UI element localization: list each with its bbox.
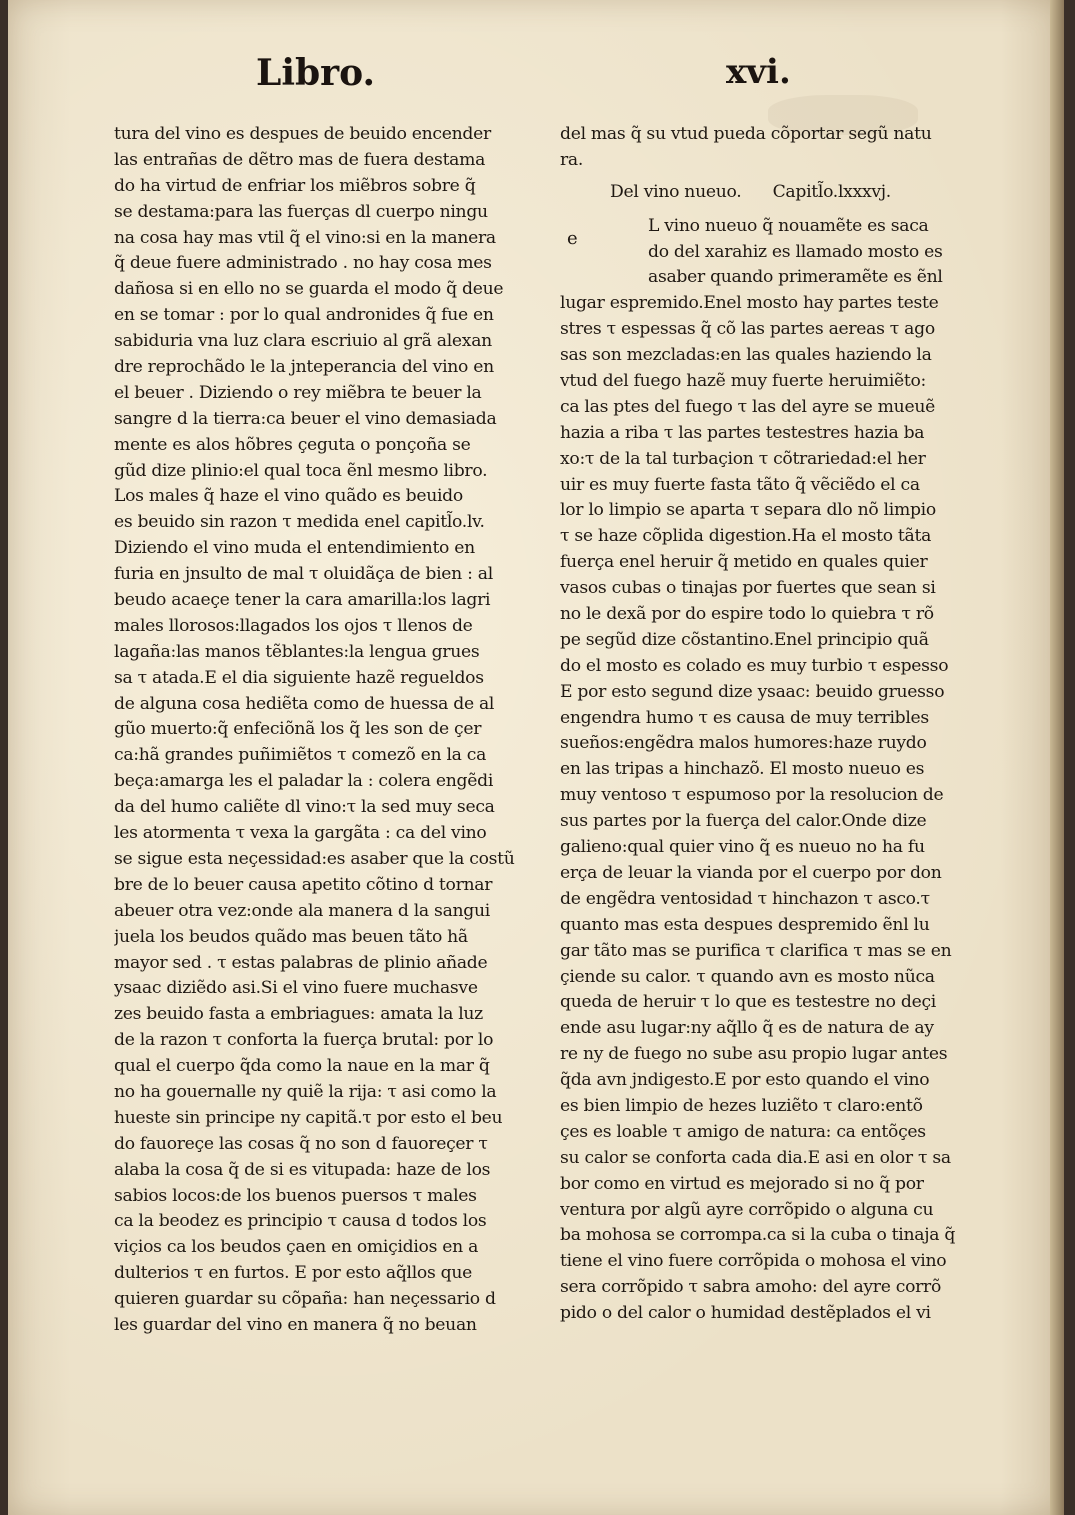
left-column — [114, 122, 534, 1391]
text-line — [114, 1365, 534, 1391]
text-line: E por esto segund dize ysaac: beuido gruesso — [560, 681, 945, 702]
text-line: L vino nueuo q̃ nouamẽte es saca — [648, 215, 929, 236]
text-line: sa τ atada.E el dia siguiente hazẽ regueldos — [114, 667, 484, 688]
text-line: tiene el vino fuere corrõpida o mohosa el vino — [560, 1251, 947, 1272]
text-line: beudo acaeçe tener la cara amarilla:los lagri — [114, 590, 491, 611]
text-line: se sigue esta neçessidad:es asaber que la costũ — [114, 848, 515, 869]
text-line: muy ventoso τ espumoso por la resolucion de — [560, 785, 944, 806]
text-line: bor como en virtud es mejorado si no q̃ por — [560, 1173, 924, 1194]
right-column — [560, 122, 972, 1379]
text-line — [114, 1339, 534, 1365]
text-line: gar tãto mas se purifica τ clarifica τ mas se en — [560, 940, 952, 961]
running-head-left: Libro. — [256, 52, 376, 94]
text-line: ende asu lugar:ny aq̃llo q̃ es de natura de ay — [560, 1018, 934, 1039]
text-line: en se tomar : por lo qual andronides q̃ fue en — [114, 305, 494, 326]
text-line: qual el cuerpo q̃da como la naue en la mar q̃ — [114, 1056, 490, 1077]
text-line: ysaac diziẽdo asi.Si el vino fuere muchasve — [114, 978, 478, 999]
text-line: sabios locos:de los buenos puersos τ males — [114, 1185, 477, 1206]
text-line: fuerça enel heruir q̃ metido en quales quier — [560, 552, 928, 573]
text-line: do ha virtud de enfriar los miẽbros sobre q̃ — [114, 175, 476, 196]
text-line — [560, 1353, 972, 1379]
text-line: dre reprochãdo le la jnteperancia del vino en — [114, 357, 494, 378]
text-line: es bien limpio de hezes luziẽto τ claro:entõ — [560, 1095, 923, 1116]
text-line: do fauoreçe las cosas q̃ no son d fauoreçer τ — [114, 1133, 488, 1154]
text-line: mayor sed . τ estas palabras de plinio añade — [114, 952, 488, 973]
text-line — [560, 1327, 972, 1353]
text-line: beça:amarga les el paladar la : colera engẽdi — [114, 771, 494, 792]
text-line: zes beuido fasta a embriagues: amata la luz — [114, 1004, 483, 1025]
text-line: erça de leuar la vianda por el cuerpo por don — [560, 862, 942, 883]
initial-guide-letter: e — [567, 228, 578, 249]
text-line: stres τ espessas q̃ cõ las partes aereas τ ago — [560, 319, 935, 340]
text-line: pido o del calor o humidad destẽplados el vi — [560, 1303, 931, 1324]
text-line: no ha gouernalle ny quiẽ la rija: τ asi como la — [114, 1081, 497, 1102]
text-line: quanto mas esta despues despremido ẽnl lu — [560, 914, 930, 935]
text-line: es beuido sin razon τ medida enel capitl̃o.lv. — [114, 512, 485, 533]
text-line: sabiduria vna luz clara escriuio al grã alexan — [114, 331, 492, 352]
text-line: males llorosos:llagados los ojos τ llenos de — [114, 615, 473, 636]
text-line: el beuer . Diziendo o rey miẽbra te beuer la — [114, 382, 482, 403]
text-line: ba mohosa se corrompa.ca si la cuba o tinaja q̃ — [560, 1225, 956, 1246]
text-line: gũd dize plinio:el qual toca ẽnl mesmo libro. — [114, 460, 488, 481]
text-line: uir es muy fuerte fasta tãto q̃ vẽciẽdo el ca — [560, 474, 920, 495]
text-line: en las tripas a hinchazõ. El mosto nueuo es — [560, 759, 925, 780]
text-line: de engẽdra ventosidad τ hinchazon τ asco.τ — [560, 888, 930, 909]
text-line: çiende su calor. τ quando avn es mosto nũca — [560, 966, 935, 987]
text-line: asaber quando primeramẽte es ẽnl — [648, 267, 943, 288]
text-line: hazia a riba τ las partes testestres hazia ba — [560, 422, 925, 443]
text-line: vtud del fuego hazẽ muy fuerte heruimiẽto: — [560, 371, 927, 392]
text-line: sus partes por la fuerça del calor.Onde dize — [560, 811, 927, 832]
text-line: abeuer otra vez:onde ala manera d la sangui — [114, 900, 490, 921]
text-line: mente es alos hõbres çeguta o ponçoña se — [114, 434, 471, 455]
text-line: se destama:para las fuerças dl cuerpo ningu — [114, 201, 488, 222]
text-line: Diziendo el vino muda el entendimiento en — [114, 538, 475, 559]
text-line: les guardar del vino en manera q̃ no beuan — [114, 1314, 477, 1335]
page-edge — [1050, 0, 1064, 1515]
text-line: do el mosto es colado es muy turbio τ espesso — [560, 655, 949, 676]
text-line: Los males q̃ haze el vino quãdo es beuido — [114, 486, 463, 507]
text-line: sas son mezcladas:en las quales haziendo la — [560, 345, 932, 366]
text-line: su calor se conforta cada dia.E asi en olor τ sa — [560, 1147, 951, 1168]
text-line: do del xarahiz es llamado mosto es — [648, 241, 943, 262]
text-line: viçios ca los beudos çaen en omiçidios en a — [114, 1237, 479, 1258]
chapter-number: Capitl̃o.lxxxvj. — [772, 181, 891, 202]
text-line: engendra humo τ es causa de muy terribles — [560, 707, 929, 728]
text-line: xo:τ de la tal turbaçion τ cõtrariedad:el her — [560, 448, 926, 469]
text-line: de alguna cosa hediẽta como de huessa de al — [114, 693, 495, 714]
text-line: las entrañas de dẽtro mas de fuera destama — [114, 149, 486, 170]
text-line: pe segũd dize cõstantino.Enel principio quã — [560, 629, 929, 650]
text-line: del mas q̃ su vtud pueda cõportar segũ natu — [560, 124, 932, 144]
text-line: re ny de fuego no sube asu propio lugar antes — [560, 1044, 948, 1065]
text-line: furia en jnsulto de mal τ oluidãça de bien : al — [114, 564, 493, 585]
running-head-right: xvi. — [726, 52, 791, 92]
text-line: tura del vino es despues de beuido encender — [114, 124, 491, 144]
text-line: ra. — [560, 149, 584, 170]
text-line: q̃ deue fuere administrado . no hay cosa mes — [114, 253, 492, 274]
text-line: τ se haze cõplida digestion.Ha el mosto tãta — [560, 526, 932, 547]
text-line: lagaña:las manos tẽblantes:la lengua grues — [114, 641, 480, 662]
text-line: quieren guardar su cõpaña: han neçessario d — [114, 1289, 496, 1310]
text-line: les atormenta τ vexa la gargãta : ca del vino — [114, 823, 487, 844]
text-line: ca las ptes del fuego τ las del ayre se mueuẽ — [560, 396, 935, 417]
text-line: dulterios τ en furtos. E por esto aq̃llos que — [114, 1263, 472, 1284]
text-line: bre de lo beuer causa apetito cõtino d tornar — [114, 874, 493, 895]
text-line: ca la beodez es principio τ causa d todos los — [114, 1211, 487, 1232]
text-line: q̃da avn jndigesto.E por esto quando el vino — [560, 1070, 930, 1091]
chapter-title: Del vino nueuo. — [610, 181, 742, 202]
text-line: sera corrõpido τ sabra amoho: del ayre corrõ — [560, 1277, 942, 1298]
text-line: gũo muerto:q̃ enfeciõnã los q̃ les son de çer — [114, 719, 482, 740]
text-line: queda de heruir τ lo que es testestre no deçi — [560, 992, 936, 1013]
text-line: lor lo limpio se aparta τ separa dlo nõ limpio — [560, 500, 936, 521]
text-line: ventura por algũ ayre corrõpido o alguna cu — [560, 1199, 934, 1220]
text-line: hueste sin principe ny capitã.τ por esto el beu — [114, 1107, 503, 1128]
text-line: na cosa hay mas vtil q̃ el vino:si en la manera — [114, 227, 496, 248]
text-line: da del humo caliẽte dl vino:τ la sed muy seca — [114, 797, 495, 818]
text-line: sueños:engẽdra malos humores:haze ruydo — [560, 733, 927, 754]
text-line: galieno:qual quier vino q̃ es nueuo no ha fu — [560, 837, 925, 858]
book-page — [8, 0, 1064, 1515]
text-line: lugar espremido.Enel mosto hay partes teste — [560, 293, 939, 314]
text-line: dañosa si en ello no se guarda el modo q̃ deue — [114, 279, 504, 300]
text-line: juela los beudos quãdo mas beuen tãto hã — [114, 926, 468, 947]
text-line: ca:hã grandes puñimiẽtos τ comezõ en la ca — [114, 745, 487, 766]
text-line: no le dexã por do espire todo lo quiebra τ rõ — [560, 604, 934, 625]
text-line: de la razon τ conforta la fuerça brutal: por lo — [114, 1030, 494, 1051]
text-line: sangre d la tierra:ca beuer el vino demasiada — [114, 408, 497, 429]
text-line: vasos cubas o tinajas por fuertes que sean si — [560, 578, 936, 599]
text-line: alaba la cosa q̃ de si es vitupada: haze de los — [114, 1159, 491, 1180]
chapter-heading — [560, 180, 972, 206]
text-line: çes es loable τ amigo de natura: ca entõçes — [560, 1121, 926, 1142]
